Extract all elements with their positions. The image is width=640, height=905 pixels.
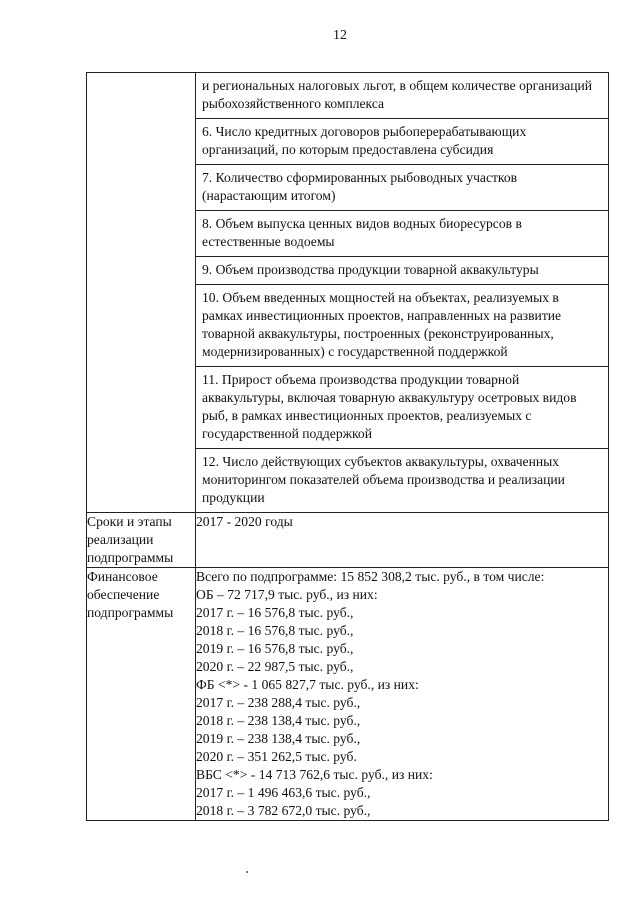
finance-line: Всего по подпрограмме: 15 852 308,2 тыс. руб., в том числе: xyxy=(196,569,545,584)
finance-line: 2017 г. – 1 496 463,6 тыс. руб., xyxy=(196,785,371,800)
finance-line: ФБ <*> - 1 065 827,7 тыс. руб., из них: xyxy=(196,677,419,692)
finance-line: 2018 г. – 16 576,8 тыс. руб., xyxy=(196,623,354,638)
indicator-item: 7. Количество сформированных рыбоводных участков (нарастающим итогом) xyxy=(196,165,608,211)
indicator-item: 12. Число действующих субъектов аквакультуры, охваченных мониторингом показателей объема производства и реализации продукции xyxy=(202,454,565,505)
page-number: 12 xyxy=(333,28,347,43)
indicator-item: 11. Прирост объема производства продукции товарной аквакультуры, включая товарную аквакультуру осетровых видов рыб, в рамках инвестиционных проектов, реализуемых с государственной поддержкой xyxy=(196,367,608,449)
finance-line: 2019 г. – 238 138,4 тыс. руб., xyxy=(196,731,361,746)
finance-label: Финансовое обеспечение подпрограммы xyxy=(87,568,196,821)
subprogram-passport-table xyxy=(86,72,609,821)
indicator-row xyxy=(196,367,608,449)
indicator-row xyxy=(196,449,608,513)
indicator-item: 10. Объем введенных мощностей на объектах, реализуемых в рамках инвестиционных проектов, направленных на развитие товарной аквакультуры, построенных (реконструированных, модернизированных) с государственной поддержкой xyxy=(196,285,608,367)
finance-details xyxy=(196,568,609,821)
finance-line: ОБ – 72 717,9 тыс. руб., из них: xyxy=(196,587,378,602)
timeline-value: 2017 - 2020 годы xyxy=(196,513,609,568)
finance-line: 2019 г. – 16 576,8 тыс. руб., xyxy=(196,641,354,656)
scan-speck xyxy=(246,871,248,873)
finance-line: 2017 г. – 238 288,4 тыс. руб., xyxy=(196,695,361,710)
indicator-item: 8. Объем выпуска ценных видов водных биоресурсов в естественные водоемы xyxy=(196,211,608,257)
indicator-row xyxy=(196,73,608,119)
indicator-item: 6. Число кредитных договоров рыбоперерабатывающих организаций, по которым предоставлена субсидия xyxy=(196,119,608,165)
finance-line: 2018 г. – 238 138,4 тыс. руб., xyxy=(196,713,361,728)
indicator-row xyxy=(196,165,608,211)
finance-line: ВБС <*> - 14 713 762,6 тыс. руб., из них: xyxy=(196,767,433,782)
indicators-cell xyxy=(196,73,609,513)
indicator-row xyxy=(196,119,608,165)
indicator-item: и региональных налоговых льгот, в общем количестве организаций рыбохозяйственного комплекса xyxy=(196,73,608,119)
indicators-label-cell xyxy=(87,73,196,513)
indicator-row xyxy=(196,257,608,285)
indicator-row xyxy=(196,285,608,367)
timeline-row xyxy=(87,513,609,568)
finance-row xyxy=(87,568,609,821)
indicators-row xyxy=(87,73,609,513)
finance-line: 2017 г. – 16 576,8 тыс. руб., xyxy=(196,605,354,620)
finance-line: 2018 г. – 3 782 672,0 тыс. руб., xyxy=(196,803,371,818)
indicator-item: 9. Объем производства продукции товарной аквакультуры xyxy=(196,257,608,285)
indicator-row xyxy=(196,211,608,257)
indicators-list xyxy=(196,73,608,512)
timeline-label: Сроки и этапы реализации подпрограммы xyxy=(87,513,196,568)
finance-line: 2020 г. – 351 262,5 тыс. руб. xyxy=(196,749,357,764)
finance-line: 2020 г. – 22 987,5 тыс. руб., xyxy=(196,659,354,674)
